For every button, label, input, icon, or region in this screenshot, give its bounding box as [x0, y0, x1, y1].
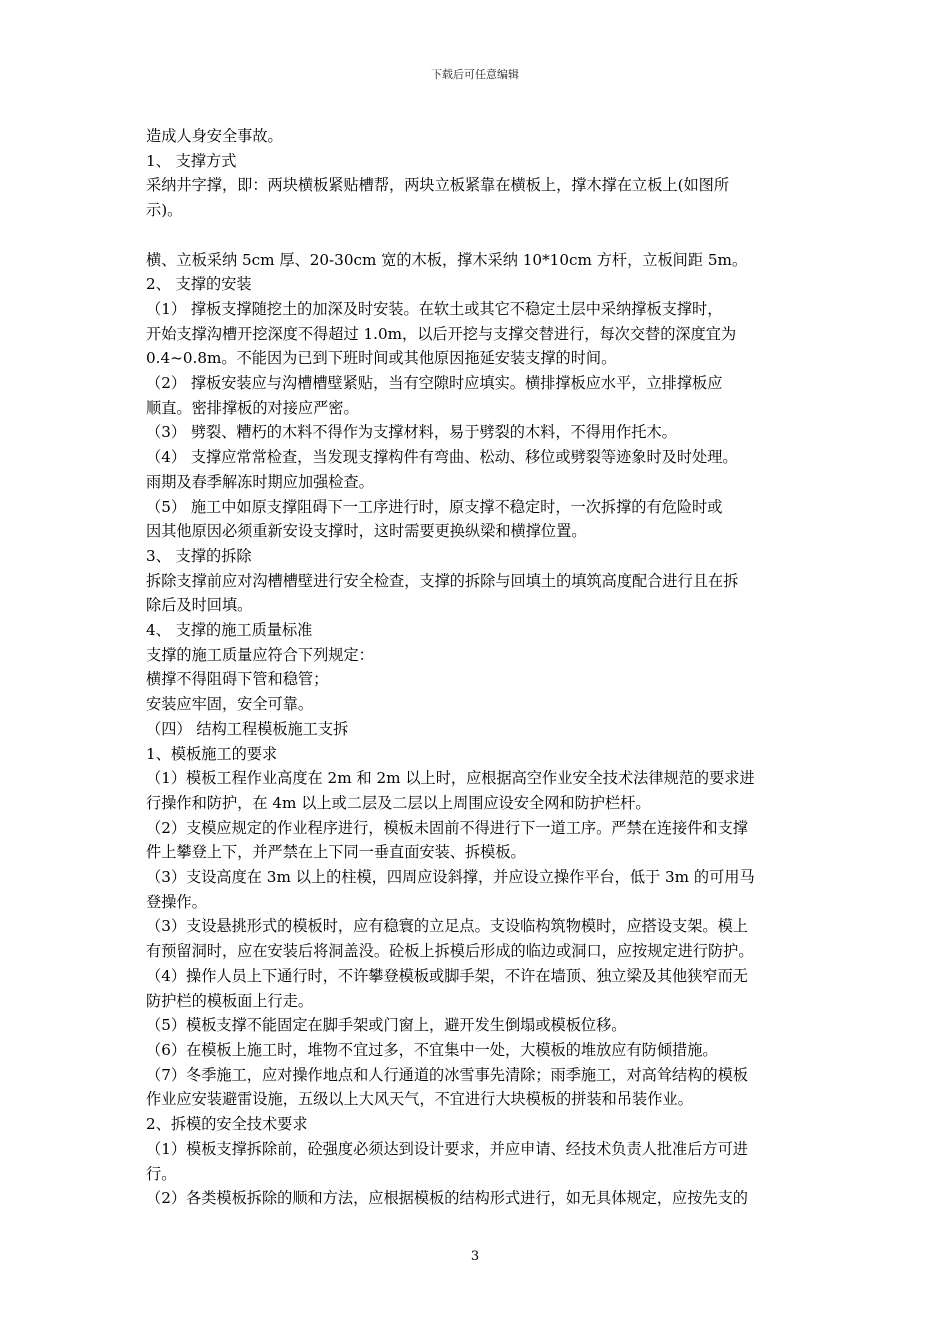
text-line: 2、 支撑的安装 [146, 275, 252, 294]
text-line: 1、模板施工的要求 [146, 744, 278, 763]
text-line: （1）模板工程作业高度在 2m 和 2m 以上时，应根据高空作业安全技术法律规范的要求进 [146, 769, 755, 788]
text-line: 雨期及春季解冻时期应加强检查。 [146, 472, 374, 491]
text-line: 拆除支撑前应对沟槽槽壁进行安全检查，支撑的拆除与回填土的填筑高度配合进行且在拆 [146, 571, 739, 590]
text-line: （3） 劈裂、糟朽的木料不得作为支撑材料，易于劈裂的木料，不得用作托木。 [146, 423, 677, 442]
text-line: 1、 支撑方式 [146, 151, 237, 170]
text-line: 因其他原因必须重新安设支撑时，这时需要更换纵梁和横撑位置。 [146, 522, 587, 541]
text-line: 登操作。 [146, 892, 207, 911]
text-line: （3）支设悬挑形式的模板时，应有稳寰的立足点。支设临构筑物模时，应搭设支架。模上 [146, 917, 748, 936]
text-line: 开始支撑沟槽开挖深度不得超过 1.0m，以后开挖与支撑交替进行，每次交替的深度宜为 [146, 324, 737, 343]
text-line: 有预留洞时，应在安装后将洞盖没。砼板上拆模后形成的临边或洞口，应按规定进行防护。 [146, 942, 754, 961]
text-line: （3）支设高度在 3m 以上的柱模，四周应设斜撑，并应设立操作平台，低于 3m 的可用马 [146, 868, 755, 887]
page-number: 3 [470, 1249, 480, 1264]
text-line: 4、 支撑的施工质量标准 [146, 621, 313, 640]
text-line: （6）在模板上施工时，堆物不宜过多，不宜集中一处，大模板的堆放应有防倾措施。 [146, 1041, 718, 1059]
text-line: 示)。 [146, 201, 183, 220]
text-line: 行操作和防护，在 4m 以上或二层及二层以上周围应设安全网和防护栏杆。 [146, 793, 651, 812]
text-line: 采纳井字撑，即：两块横板紧贴槽帮，两块立板紧靠在横板上，撑木撑在立板上(如图所 [146, 176, 730, 195]
text-line: （4）操作人员上下通行时，不许攀登模板或脚手架，不许在墙顶、独立梁及其他狭窄而无 [146, 966, 748, 985]
text-line: （四） 结构工程模板施工支拆 [146, 719, 349, 738]
text-line: 除后及时回填。 [146, 596, 253, 615]
text-line: 0.4~0.8m。不能因为已到下班时间或其他原因拖延安装支撑的时间。 [146, 349, 617, 368]
text-line: 防护栏的模板面上行走。 [146, 991, 314, 1010]
text-line: 横、立板采纳 5cm 厚、20-30cm 宽的木板，撑木采纳 10*10cm 方杆，立板间距 5m。 [146, 250, 748, 269]
text-line: （1） 撑板支撑随挖土的加深及时安装。在软土或其它不稳定土层中采纳撑板支撑时， [146, 299, 723, 318]
text-line: 2、拆模的安全技术要求 [146, 1115, 308, 1134]
text-line: （1）模板支撑拆除前，砼强度必须达到设计要求，并应申请、经技术负责人批准后方可进 [146, 1139, 748, 1158]
text-line: （7）冬季施工，应对操作地点和人行通道的冰雪事先清除；雨季施工，对高耸结构的模板 [146, 1065, 748, 1084]
text-line: （2）各类模板拆除的顺和方法，应根据模板的结构形式进行，如无具体规定，应按先支的 [146, 1189, 748, 1208]
text-line: （2） 撑板安装应与沟槽槽壁紧贴，当有空隙时应填实。横排撑板应水平，立排撑板应 [146, 374, 723, 393]
text-line: 顺直。密排撑板的对接应严密。 [146, 398, 359, 417]
document-body [146, 124, 811, 1211]
text-line: 支撑的施工质量应符合下列规定： [146, 645, 374, 664]
text-line: 行。 [146, 1164, 177, 1183]
text-line: （5）模板支撑不能固定在脚手架或门窗上，避开发生倒塌或模板位移。 [146, 1016, 627, 1035]
text-line: （5） 施工中如原支撑阻碍下一工序进行时，原支撑不稳定时，一次拆撑的有危险时或 [146, 497, 723, 516]
page-header: 下载后可任意编辑 [431, 68, 519, 81]
text-line: 件上攀登上下，并严禁在上下同一垂直面安装、拆模板。 [146, 843, 526, 862]
text-line: 作业应安装避雷设施，五级以上大风天气，不宜进行大块模板的拼装和吊装作业。 [146, 1090, 693, 1109]
text-line: 造成人身安全事故。 [146, 127, 283, 145]
text-line: 横撑不得阻碍下管和稳管； [146, 670, 329, 689]
blank-line [146, 223, 811, 248]
text-line: 安装应牢固，安全可靠。 [146, 695, 314, 714]
text-line: （2）支模应规定的作业程序进行，模板未固前不得进行下一道工序。严禁在连接件和支撑 [146, 818, 748, 837]
text-line: （4） 支撑应常常检查，当发现支撑构件有弯曲、松动、移位或劈裂等迹象时及时处理。 [146, 448, 738, 467]
text-line: 3、 支撑的拆除 [146, 546, 252, 565]
